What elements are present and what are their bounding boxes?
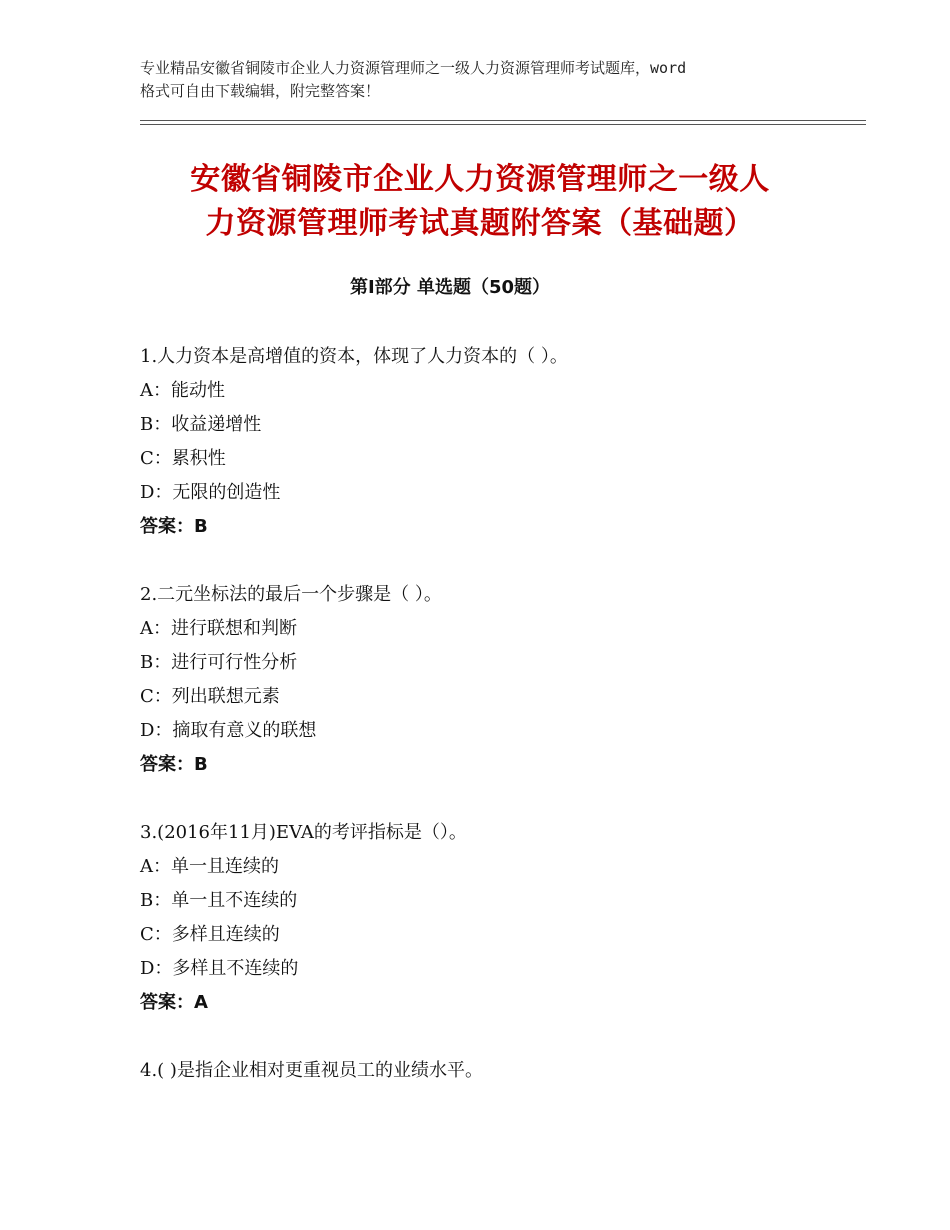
question-3 bbox=[140, 816, 840, 1020]
option-a: A：单一且连续的 bbox=[140, 856, 279, 877]
option-a: A：进行联想和判断 bbox=[140, 618, 297, 639]
option-b: B：单一且不连续的 bbox=[140, 890, 298, 911]
document-title bbox=[140, 158, 820, 246]
section-title: 第Ⅰ部分 单选题（50题） bbox=[349, 277, 550, 298]
option-d: D：摘取有意义的联想 bbox=[140, 720, 317, 741]
document-title-line-1: 安徽省铜陵市企业人力资源管理师之一级人 bbox=[190, 162, 770, 197]
option-c: C：列出联想元素 bbox=[140, 686, 280, 707]
question-list bbox=[140, 340, 840, 1122]
question-stem: 4.( )是指企业相对更重视员工的业绩水平。 bbox=[140, 1060, 483, 1081]
header-note-line-2: 格式可自由下载编辑，附完整答案！ bbox=[140, 82, 381, 100]
header-note bbox=[140, 57, 830, 103]
option-b: B：收益递增性 bbox=[140, 414, 262, 435]
question-stem: 1.人力资本是高增值的资本，体现了人力资本的（ ）。 bbox=[140, 346, 568, 367]
answer-line: 答案：B bbox=[140, 754, 208, 775]
answer-line: 答案：B bbox=[140, 516, 208, 537]
question-4 bbox=[140, 1054, 840, 1088]
question-2 bbox=[140, 578, 840, 782]
option-d: D：无限的创造性 bbox=[140, 482, 281, 503]
option-c: C：多样且连续的 bbox=[140, 924, 280, 945]
answer-line: 答案：A bbox=[140, 992, 208, 1013]
option-b: B：进行可行性分析 bbox=[140, 652, 298, 673]
question-stem: 2.二元坐标法的最后一个步骤是（ ）。 bbox=[140, 584, 442, 605]
header-divider bbox=[140, 120, 866, 125]
question-1 bbox=[140, 340, 840, 544]
option-c: C：累积性 bbox=[140, 448, 226, 469]
option-a: A：能动性 bbox=[140, 380, 225, 401]
option-d: D：多样且不连续的 bbox=[140, 958, 299, 979]
document-title-line-2: 力资源管理师考试真题附答案（基础题） bbox=[205, 206, 755, 241]
header-note-line-1: 专业精品安徽省铜陵市企业人力资源管理师之一级人力资源管理师考试题库，word bbox=[140, 59, 687, 77]
question-stem: 3.(2016年11月)EVA的考评指标是（）。 bbox=[140, 822, 467, 843]
